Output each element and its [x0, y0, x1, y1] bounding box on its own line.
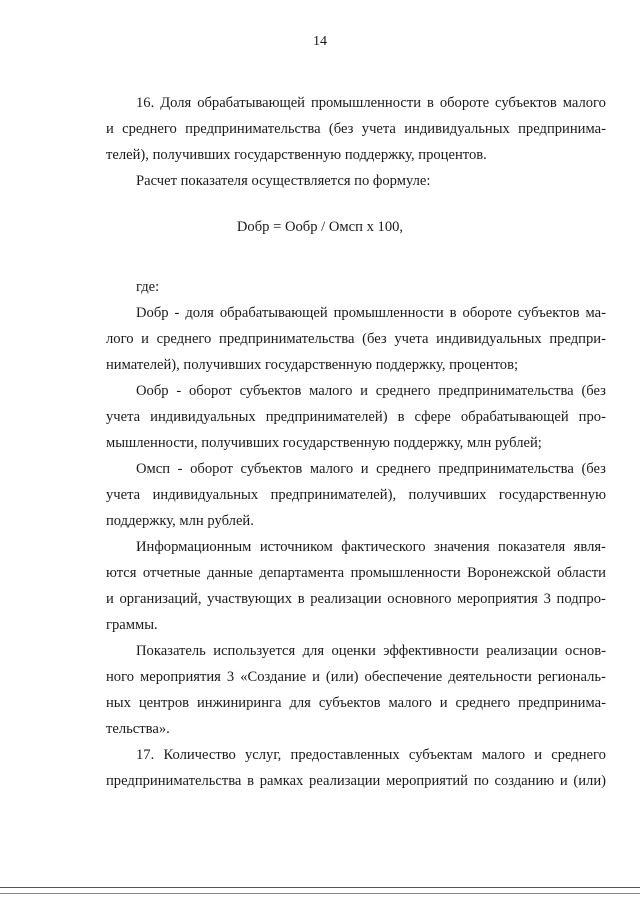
info-source-line-1 — [136, 538, 606, 556]
definition-oobr-line-1 — [136, 382, 606, 400]
word: индивидуальных — [152, 487, 259, 503]
word: малого — [562, 95, 606, 111]
word: учета — [106, 409, 141, 425]
word: 17. — [136, 747, 155, 763]
word: основ- — [564, 643, 606, 659]
word: в — [297, 591, 305, 607]
word: основного — [387, 591, 452, 607]
word: предпринимателей), — [270, 487, 397, 503]
word: промышленности — [333, 305, 444, 321]
paragraph-17-line-2 — [106, 772, 606, 790]
word: для — [302, 643, 325, 659]
word: 3 — [226, 669, 235, 685]
word: малого — [388, 695, 432, 711]
info-source-line-3 — [106, 590, 606, 608]
word: Количество — [163, 747, 236, 763]
word: в — [397, 409, 405, 425]
word: и — [360, 383, 368, 399]
word: оценки — [331, 643, 376, 659]
definition-dobr-line-3: нимателей), получивших государственную поддержку, процентов; — [106, 357, 519, 373]
word: Воронежской — [467, 565, 551, 581]
word: - — [177, 461, 183, 477]
word: субъектов — [239, 383, 302, 399]
word: центров — [138, 695, 190, 711]
word: для — [289, 695, 311, 711]
word: созданию — [494, 773, 555, 789]
definition-dobr-line-1 — [136, 304, 606, 322]
word: среднего — [376, 461, 431, 477]
word: сфере — [414, 409, 451, 425]
word: показателя — [498, 539, 566, 555]
word: индивидуальных — [436, 331, 542, 347]
word: департамента — [259, 565, 345, 581]
page-number: 14 — [313, 34, 327, 49]
word: и — [559, 773, 568, 789]
word: предпринимательства — [438, 461, 574, 477]
word: доля — [185, 305, 214, 321]
word: деятельности — [448, 669, 532, 685]
word: участвующих — [207, 591, 293, 607]
page-bottom-edge-secondary — [0, 893, 640, 894]
word: среднего — [375, 383, 431, 399]
formula: Dобр = Oобр / Oмсп x 100, — [236, 219, 404, 235]
word: Oмсп — [136, 461, 171, 477]
word: по — [473, 773, 489, 789]
paragraph-16-line-2 — [106, 120, 606, 138]
word: индивидуальных — [150, 409, 256, 425]
word: предпринима- — [518, 121, 606, 137]
word: субъектов — [318, 695, 381, 711]
word: промышленности — [310, 95, 422, 111]
word: учета — [361, 121, 396, 137]
word: промышленности — [350, 565, 461, 581]
word: ного — [106, 669, 135, 685]
word: - — [176, 383, 182, 399]
word: и — [141, 331, 149, 347]
word: обороте — [439, 95, 490, 111]
word: малого — [309, 461, 354, 477]
word: (или) — [573, 773, 606, 789]
word: малого — [309, 383, 353, 399]
word: и — [534, 747, 543, 763]
word: ются — [106, 565, 137, 581]
word: 16. — [136, 95, 155, 111]
word: (или) — [325, 669, 359, 685]
definition-omsp-line-2 — [106, 486, 606, 504]
word: «Создание — [240, 669, 307, 685]
word: в — [449, 305, 457, 321]
word: предпринимательства — [106, 773, 242, 789]
where-label: где: — [136, 279, 160, 295]
word: данные — [207, 565, 253, 581]
word: реализации — [486, 643, 558, 659]
paragraph-16-line-1 — [136, 94, 606, 112]
word: обрабатывающей — [460, 409, 569, 425]
paragraph-17-line-1 — [136, 746, 606, 764]
word: в — [247, 773, 255, 789]
word: региональ- — [537, 669, 606, 685]
word: ных — [106, 695, 131, 711]
word: предпринима- — [518, 695, 606, 711]
word: предпринимательства — [185, 121, 321, 137]
word: учета — [106, 487, 141, 503]
usage-line-1 — [136, 642, 606, 660]
word: значения — [433, 539, 490, 555]
word: в — [426, 95, 434, 111]
word: реализации — [310, 591, 382, 607]
word: организаций, — [119, 591, 202, 607]
word: получивших — [408, 487, 487, 503]
info-source-line-4: граммы. — [106, 617, 158, 633]
usage-line-4: тельства». — [106, 721, 170, 737]
word: оборот — [189, 383, 232, 399]
word: и — [106, 121, 114, 137]
word: субъектам — [408, 747, 473, 763]
word: реализации — [309, 773, 381, 789]
word: обеспечение — [364, 669, 443, 685]
word: источником — [259, 539, 333, 555]
word: отчетные — [142, 565, 201, 581]
word: среднего — [122, 121, 177, 137]
word: предпринимателей) — [265, 409, 388, 425]
word: (без — [362, 331, 387, 347]
word: предпринимательства — [438, 383, 574, 399]
word: мероприятия — [140, 669, 221, 685]
word: субъектов — [240, 461, 303, 477]
word: области — [557, 565, 606, 581]
word: предпринимательства — [219, 331, 355, 347]
definition-oobr-line-2 — [106, 408, 606, 426]
page-bottom-edge — [0, 887, 640, 888]
paragraph-16-line-3: телей), получивших государственную поддержку, процентов. — [106, 147, 487, 163]
word: обороте — [462, 305, 512, 321]
word: мероприятий — [386, 773, 468, 789]
word: и — [360, 461, 369, 477]
word: используется — [213, 643, 296, 659]
usage-line-2 — [106, 668, 606, 686]
word: среднего — [156, 331, 212, 347]
word: Показатель — [136, 643, 206, 659]
word: Oобр — [136, 383, 169, 399]
word: Dобр — [136, 305, 169, 321]
word: инжиниринга — [196, 695, 282, 711]
word: (без — [581, 383, 606, 399]
usage-line-3 — [106, 694, 606, 712]
word: оборот — [190, 461, 233, 477]
definition-dobr-line-2 — [106, 330, 606, 348]
word: эффективности — [383, 643, 479, 659]
word: предпри- — [549, 331, 606, 347]
word: обрабатывающей — [197, 95, 305, 111]
word: 3 — [543, 591, 551, 607]
word: (без — [328, 121, 354, 137]
definition-omsp-line-1 — [136, 460, 606, 478]
word: явля- — [573, 539, 606, 555]
word: Доля — [160, 95, 192, 111]
word: ма- — [585, 305, 606, 321]
word: (без — [581, 461, 606, 477]
formula-intro: Расчет показателя осуществляется по формуле: — [136, 173, 431, 189]
info-source-line-2 — [106, 564, 606, 582]
definition-oobr-line-3: мышленности, получивших государственную поддержку, млн рублей; — [106, 435, 542, 451]
word: субъектов — [495, 95, 557, 111]
word: фактического — [341, 539, 426, 555]
word: про- — [578, 409, 606, 425]
word: среднего — [455, 695, 511, 711]
word: Информационным — [136, 539, 252, 555]
word: и — [439, 695, 448, 711]
word: учета — [394, 331, 429, 347]
word: рамках — [259, 773, 304, 789]
word: подпро- — [556, 591, 606, 607]
word: и — [312, 669, 320, 685]
word: - — [174, 305, 180, 321]
word: среднего — [551, 747, 606, 763]
word: услуг, — [244, 747, 282, 763]
word: обрабатывающей — [219, 305, 328, 321]
word: государственную — [498, 487, 606, 503]
word: предоставленных — [290, 747, 400, 763]
word: индивидуальных — [404, 121, 510, 137]
word: малого — [481, 747, 526, 763]
word: и — [106, 591, 114, 607]
word: субъектов — [517, 305, 580, 321]
definition-omsp-line-3: поддержку, млн рублей. — [106, 513, 254, 529]
word: лого — [106, 331, 134, 347]
word: мероприятия — [457, 591, 538, 607]
